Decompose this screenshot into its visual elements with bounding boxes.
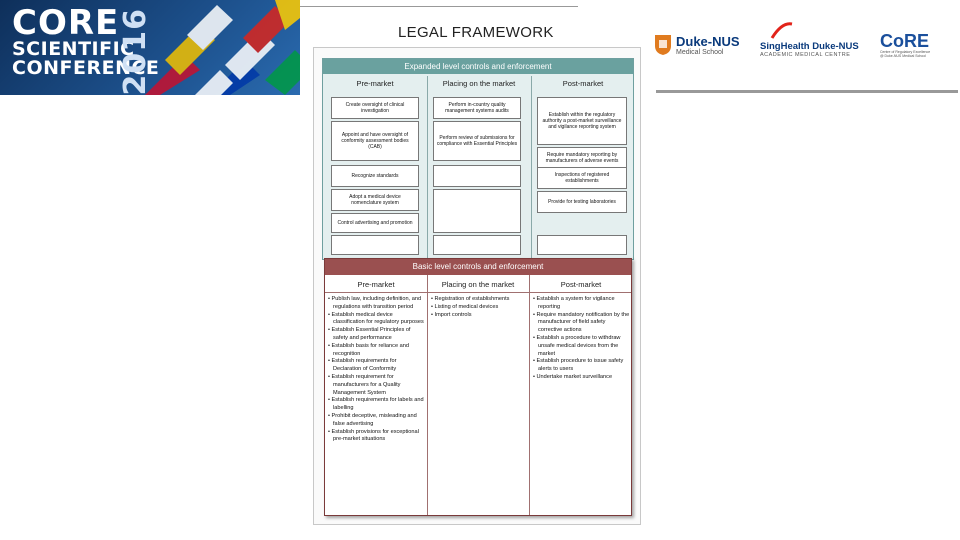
expanded-postmarket-cell: Provide for testing laboratories xyxy=(537,191,627,213)
basic-premarket-item: • Prohibit deceptive, misleading and false advertising xyxy=(328,413,426,429)
conference-banner xyxy=(0,0,300,95)
basic-col-placing: Placing on the market xyxy=(441,280,515,289)
basic-postmarket-item: • Establish a system for vigilance reporting xyxy=(533,296,631,312)
basic-col-postmarket: Post-market xyxy=(560,280,602,289)
expanded-separator xyxy=(427,76,428,260)
expanded-premarket-cell: Adopt a medical device nomenclature system xyxy=(331,189,419,211)
expanded-separator xyxy=(531,76,532,260)
duke-nus-crest-icon xyxy=(654,34,672,56)
expanded-postmarket-cell: Require mandatory reporting by manufacturers of adverse events xyxy=(537,147,627,169)
expanded-postmarket-cell xyxy=(537,235,627,255)
singhealth-logo xyxy=(760,22,859,67)
basic-premarket-item: • Establish provisions for exceptional pre-market situations xyxy=(328,429,426,445)
basic-separator xyxy=(529,275,530,515)
expanded-placing-cell xyxy=(433,235,521,255)
banner-core-text: CORE xyxy=(12,3,120,43)
expanded-placing-cell xyxy=(433,189,521,233)
basic-placing-item: • Registration of establishments xyxy=(431,296,527,304)
core-logo-sub: Centre of Regulatory Excellence @ Duke-NUS Medical School xyxy=(880,49,931,58)
singhealth-swoosh-icon xyxy=(770,20,794,42)
expanded-placing-cell xyxy=(433,165,521,187)
basic-premarket-item: • Establish requirements for Declaration of Conformity xyxy=(328,358,426,374)
core-logo xyxy=(880,22,932,67)
duke-nus-sub: Medical School xyxy=(676,48,724,56)
basic-premarket-item: • Establish basis for reliance and recognition xyxy=(328,343,426,359)
basic-premarket-item: • Publish law, including definition, and regulations with transition period xyxy=(328,296,426,312)
expanded-premarket-cell: Recognize standards xyxy=(331,165,419,187)
logo-rule xyxy=(656,90,958,93)
expanded-placing-cell: Perform review of submissions for compliance with Essential Principles xyxy=(433,121,521,161)
expanded-header: Expanded level controls and enforcement xyxy=(323,59,633,74)
expanded-controls-panel xyxy=(322,58,634,260)
slide-title: LEGAL FRAMEWORK xyxy=(398,24,554,41)
basic-postmarket-item: • Establish procedure to issue safety alerts to users xyxy=(533,358,631,374)
basic-header-rule xyxy=(325,292,631,293)
basic-premarket-item: • Establish requirements for labels and labelling xyxy=(328,397,426,413)
basic-premarket-item: • Establish medical device classification for regulatory purposes xyxy=(328,312,426,328)
basic-placing-item: • Import controls xyxy=(431,312,527,320)
basic-postmarket-item: • Establish a procedure to withdraw unsafe medical devices from the market xyxy=(533,335,631,358)
banner-scientific-text: SCIENTIFIC xyxy=(12,38,135,60)
basic-col-premarket: Pre-market xyxy=(357,280,395,289)
basic-postmarket-item: • Require mandatory notification by the manufacturer of field safety corrective actions xyxy=(533,312,631,335)
basic-postmarket-list xyxy=(533,296,631,382)
expanded-postmarket-cell: Inspections of registered establishments xyxy=(537,167,627,189)
basic-placing-item: • Listing of medical devices xyxy=(431,304,527,312)
title-rule xyxy=(300,6,578,7)
expanded-premarket-cell xyxy=(331,235,419,255)
core-logo-word: CoRE xyxy=(880,30,929,51)
banner-year: 2016 xyxy=(118,8,153,95)
basic-postmarket-item: • Undertake market surveillance xyxy=(533,374,631,382)
expanded-col-placing: Placing on the market xyxy=(442,79,516,88)
basic-header: Basic level controls and enforcement xyxy=(325,259,631,275)
expanded-placing-cell: Perform in-country quality management systems audits xyxy=(433,97,521,119)
expanded-postmarket-cell: Establish within the regulatory authority a post-market surveillance and vigilance reporting system xyxy=(537,97,627,145)
banner-conference-text: CONFERENCE xyxy=(12,57,160,79)
basic-placing-list xyxy=(431,296,527,319)
duke-nus-logo xyxy=(654,22,740,67)
singhealth-word: SingHealth Duke-NUS xyxy=(760,41,859,52)
legal-framework-figure xyxy=(313,47,641,525)
expanded-premarket-cell: Appoint and have oversight of conformity assessment bodies (CAB) xyxy=(331,121,419,161)
basic-premarket-item: • Establish requirement for manufacturers for a Quality Management System xyxy=(328,374,426,397)
expanded-premarket-cell: Control advertising and promotion xyxy=(331,213,419,233)
expanded-premarket-cell: Create oversight of clinical investigation xyxy=(331,97,419,119)
basic-separator xyxy=(427,275,428,515)
singhealth-sub: ACADEMIC MEDICAL CENTRE xyxy=(760,52,851,58)
partner-logos xyxy=(654,22,954,67)
basic-premarket-list xyxy=(328,296,426,444)
basic-controls-panel xyxy=(324,258,632,516)
expanded-col-postmarket: Post-market xyxy=(562,79,604,88)
basic-premarket-item: • Establish Essential Principles of safety and performance xyxy=(328,327,426,343)
expanded-col-premarket: Pre-market xyxy=(356,79,394,88)
duke-nus-word: Duke-NUS xyxy=(676,33,740,49)
